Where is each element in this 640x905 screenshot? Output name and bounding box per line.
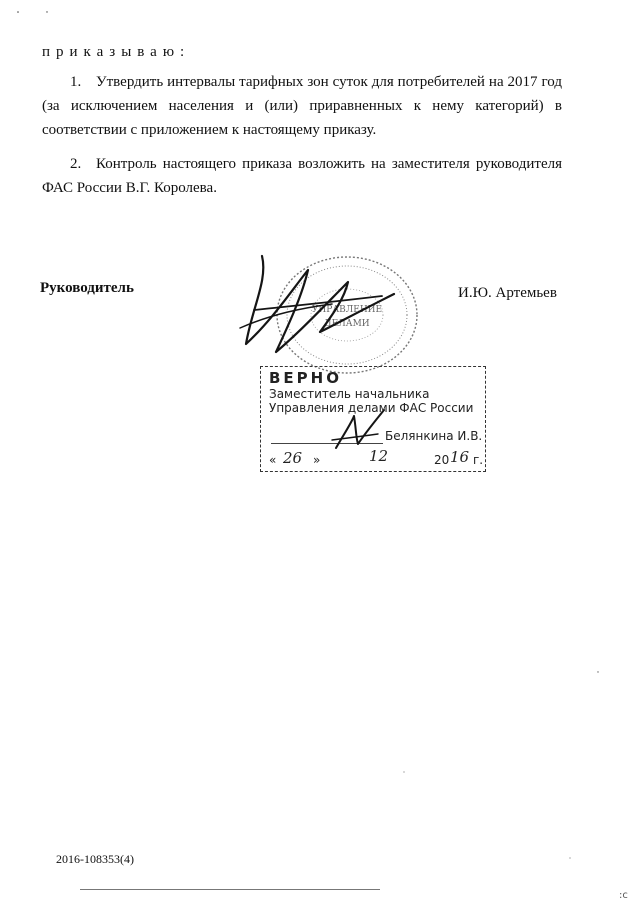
order-item-2-text: Контроль настоящего приказа возложить на заместителя руководителя ФАС России В.Г. Королева. bbox=[42, 156, 562, 196]
signatory-name: И.Ю. Артемьев bbox=[458, 285, 557, 301]
svg-text::c: :c bbox=[619, 890, 628, 901]
date-month: 12 bbox=[369, 447, 389, 465]
stamp-position-line: Заместитель начальника bbox=[269, 387, 430, 401]
stamp-title: ВЕРНО bbox=[269, 369, 342, 387]
date-year-unit: г. bbox=[473, 453, 484, 467]
order-item-2-number: 2. bbox=[70, 156, 82, 172]
date-quote-close: » bbox=[313, 453, 321, 467]
svg-text:УПРАВЛЕНИЕ: УПРАВЛЕНИЕ bbox=[311, 305, 383, 315]
director-signature bbox=[232, 248, 422, 364]
order-intro: приказываю: bbox=[42, 44, 191, 60]
svg-text:ДЕЛАМИ: ДЕЛАМИ bbox=[324, 319, 370, 329]
certifier-signature bbox=[330, 404, 390, 454]
signatory-role: Руководитель bbox=[40, 280, 134, 296]
date-year-prefix: 20 bbox=[434, 453, 450, 467]
date-quote-open: « bbox=[269, 453, 277, 467]
order-item-1-number: 1. bbox=[70, 74, 82, 90]
order-item-1 bbox=[42, 70, 562, 142]
stamp-certifier-name: Белянкина И.В. bbox=[385, 429, 483, 443]
document-code: 2016-108353(4) bbox=[56, 852, 134, 866]
order-item-2 bbox=[42, 152, 562, 200]
stamp-department-line: Управления делами ФАС России bbox=[269, 401, 474, 415]
order-item-1-text: Утвердить интервалы тарифных зон суток для потребителей на 2017 год (за исключением населения и (или) приравненных к нему категорий) в соответствии с приложением к настоящему приказу. bbox=[42, 74, 562, 138]
bottom-rule bbox=[80, 889, 380, 890]
date-year-suffix: 16 bbox=[450, 448, 470, 466]
date-day: 26 bbox=[283, 449, 303, 467]
